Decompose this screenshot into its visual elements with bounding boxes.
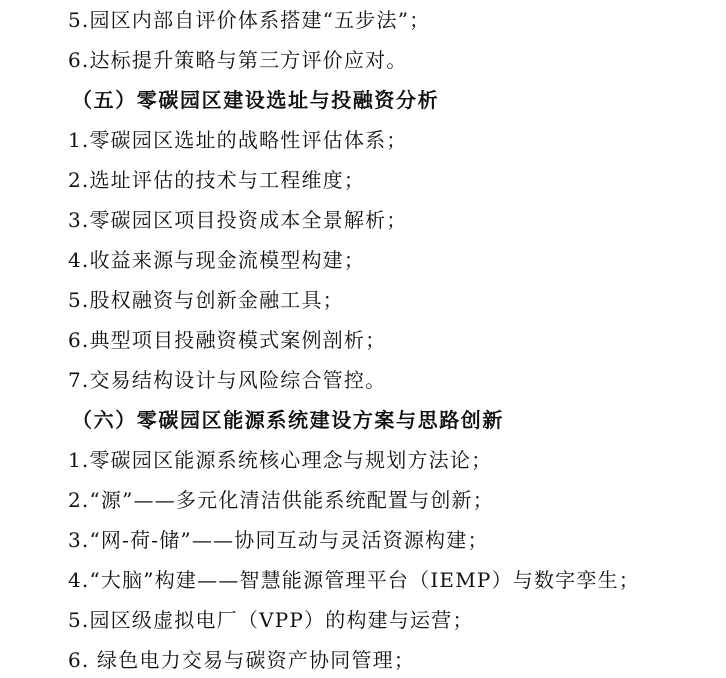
list-item: 6.达标提升策略与第三方评价应对。	[68, 48, 408, 72]
list-item: 5.园区级虚拟电厂（VPP）的构建与运营；	[68, 608, 474, 632]
list-item: 4.收益来源与现金流模型构建；	[68, 248, 366, 272]
list-item: 2.选址评估的技术与工程维度；	[68, 168, 366, 192]
section-heading: （五）零碳园区建设选址与投融资分析	[72, 88, 440, 112]
list-item: 3.零碳园区项目投资成本全景解析；	[68, 208, 408, 232]
list-item: 5.股权融资与创新金融工具；	[68, 288, 344, 312]
section-heading: （六）零碳园区能源系统建设方案与思路创新	[72, 408, 504, 432]
list-item: 4.“大脑”构建——智慧能源管理平台（IEMP）与数字孪生；	[68, 568, 640, 592]
list-item: 2.“源”——多元化清洁供能系统配置与创新；	[68, 488, 494, 512]
list-item: 6.典型项目投融资模式案例剖析；	[68, 328, 387, 352]
list-item: 6. 绿色电力交易与碳资产协同管理；	[68, 648, 416, 672]
list-item: 5.园区内部自评价体系搭建“五步法”；	[68, 8, 431, 32]
list-item: 1.零碳园区能源系统核心理念与规划方法论；	[68, 448, 493, 472]
list-item: 3.“网-荷-储”——协同互动与灵活资源构建；	[68, 528, 489, 552]
list-item: 1.零碳园区选址的战略性评估体系；	[68, 128, 408, 152]
list-item: 7.交易结构设计与风险综合管控。	[68, 368, 387, 392]
